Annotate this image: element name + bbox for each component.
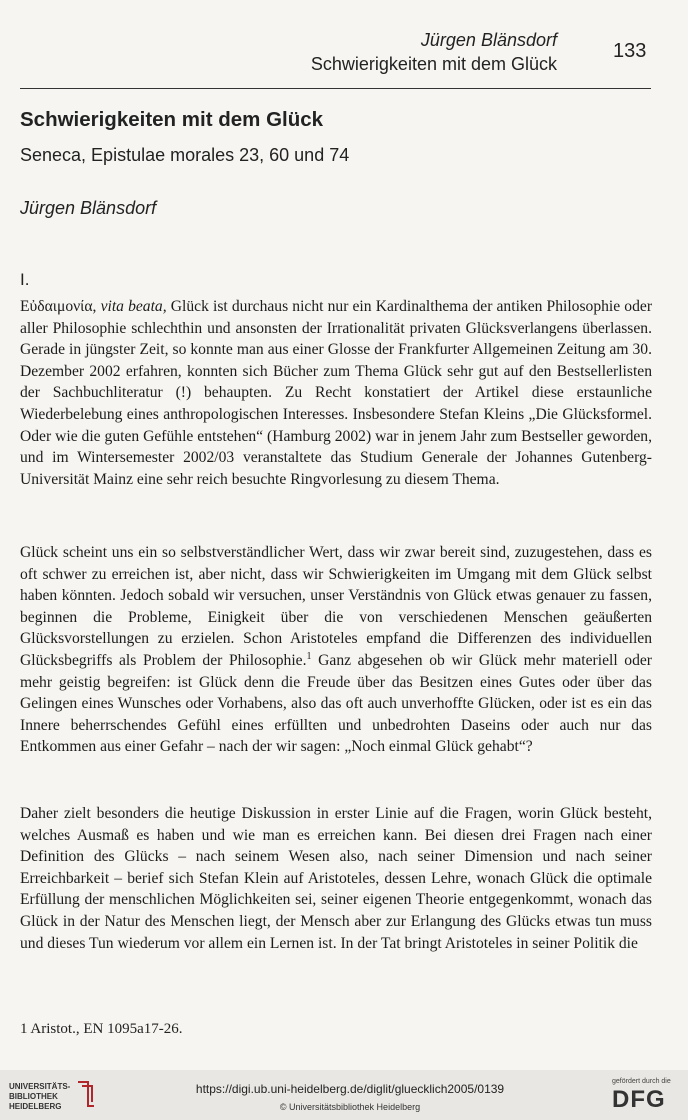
- paragraph-2-text-a: Glück scheint uns ein so selbstverständlicher Wert, dass wir zwar bereit sind, zuzugestehen, dass es oft schwer zu erreichen ist, aber nicht, dass wir Schwierigkeiten im Umgang mit dem Glück selbst haben könnten. Jedoch sobald wir versuchen, unser Verständnis von Glück etwas genauer zu fassen, beginnen die Probleme, Einigkeit über die von verschiedenen Menschen geäußerten Glücksvorstellungen zu erzielen. Schon Aristoteles empfand die Differenzen des individuellen Glücksbegriffs als Problem der Philosophie.: [20, 544, 652, 669]
- library-name-line-2: BIBLIOTHEK: [9, 1092, 58, 1101]
- header-rule: [20, 88, 651, 89]
- paragraph-3: Daher zielt besonders die heutige Diskussion in erster Linie auf die Fragen, worin Glück besteht, welches Ausmaß es haben und wie man es erreichen kann. Bei diesen drei Fragen nach einer Definition des Glücks – nach seinem Wesen also, nach seiner Dimension und nach seiner Erreichbarkeit – berief sich Stefan Klein auf Aristoteles, dessen Lehre, wonach Glück die optimale Erfüllung der menschlichen Möglichkeiten sei, seiner eigenen Theorie entgegenkommt, wonach das Glück in der Natur des Menschen liegt, der Mensch aber zur Erlangung des Glücks etwas tun muss und dieses Tun wiederum vor allem ein Lernen ist. In der Tat bringt Aristoteles in seiner Politik die: [20, 805, 652, 952]
- paragraph-1-text: Glück ist durchaus nicht nur ein Kardinalthema der antiken Philosophie oder aller Philosophie schlechthin und ansonsten der Irrationalität privaten Glücksverlangens überlassen. Gerade in jüngster Zeit, so konnte man aus einer Glosse der Frankfurter Allgemeinen Zeitung am 30. Dezember 2002 erfahren, konnten sich Bücher zum Thema Glück sehr gut auf den Bestsellerlisten der Sachbuchliteratur (!) behaupten. Zu Recht konstatiert der Artikel diese erstaunliche Wiederbelebung eines anthropologischen Interesses. Insbesondere Stefan Kleins „Die Glücksformel. Oder wie die guten Gefühle entstehen“ (Hamburg 2002) war in jenem Jahr zum Bestseller geworden, und im Wintersemester 2002/03 veranstaltete das Studium Generale der Johannes Gutenberg-Universität Mainz eine sehr reich besuchte Ringvorlesung zu diesem Thema.: [20, 298, 653, 488]
- library-logo-icon: [74, 1078, 98, 1110]
- footer-copyright: © Universitätsbibliothek Heidelberg: [279, 1102, 421, 1112]
- section-number: I.: [20, 270, 30, 289]
- running-title: Schwierigkeiten mit dem Glück: [310, 54, 557, 74]
- dfg-caption: gefördert durch die: [612, 1078, 671, 1085]
- footer-url-link[interactable]: https://digi.ub.uni-heidelberg.de/diglit/gluecklich2005/0139: [195, 1082, 505, 1096]
- dfg-logo: DFG: [612, 1086, 666, 1113]
- article-title: Schwierigkeiten mit dem Glück: [20, 108, 324, 131]
- article-subtitle: Seneca, Epistulae morales 23, 60 und 74: [20, 145, 350, 165]
- footnote: 1 Aristot., EN 1095a17-26.: [20, 1021, 183, 1037]
- latin-term: vita beata,: [100, 298, 167, 315]
- article-author: Jürgen Blänsdorf: [20, 198, 157, 218]
- paragraph-2-text-b: Ganz abgesehen ob wir Glück mehr materiell oder mehr geistig begreifen: ist Glück denn die Freude über das Besitzen eines Gutes oder über das Gelingen eines Wunsches oder Vorhabens, also das oft auch unverhoffte Glücken, oder ist es ein das Innere beherrschendes Gefühl eines erfüllten und unbedrohten Daseins oder auch nur das Entkommen aus einer Gefahr – nach der wir sagen: „Noch einmal Glück gehabt“?: [20, 651, 652, 756]
- library-name-line-1: UNIVERSITÄTS-: [9, 1082, 71, 1091]
- paragraph-2: [20, 542, 652, 758]
- running-author: Jürgen Blänsdorf: [420, 30, 557, 50]
- footnote-ref[interactable]: 1: [306, 650, 312, 662]
- library-name-line-3: HEIDELBERG: [9, 1102, 62, 1111]
- paragraph-1: [20, 296, 652, 490]
- greek-term: Εὐδαιμονία,: [20, 298, 97, 315]
- page-number: 133: [613, 40, 647, 62]
- library-name: [9, 1082, 70, 1112]
